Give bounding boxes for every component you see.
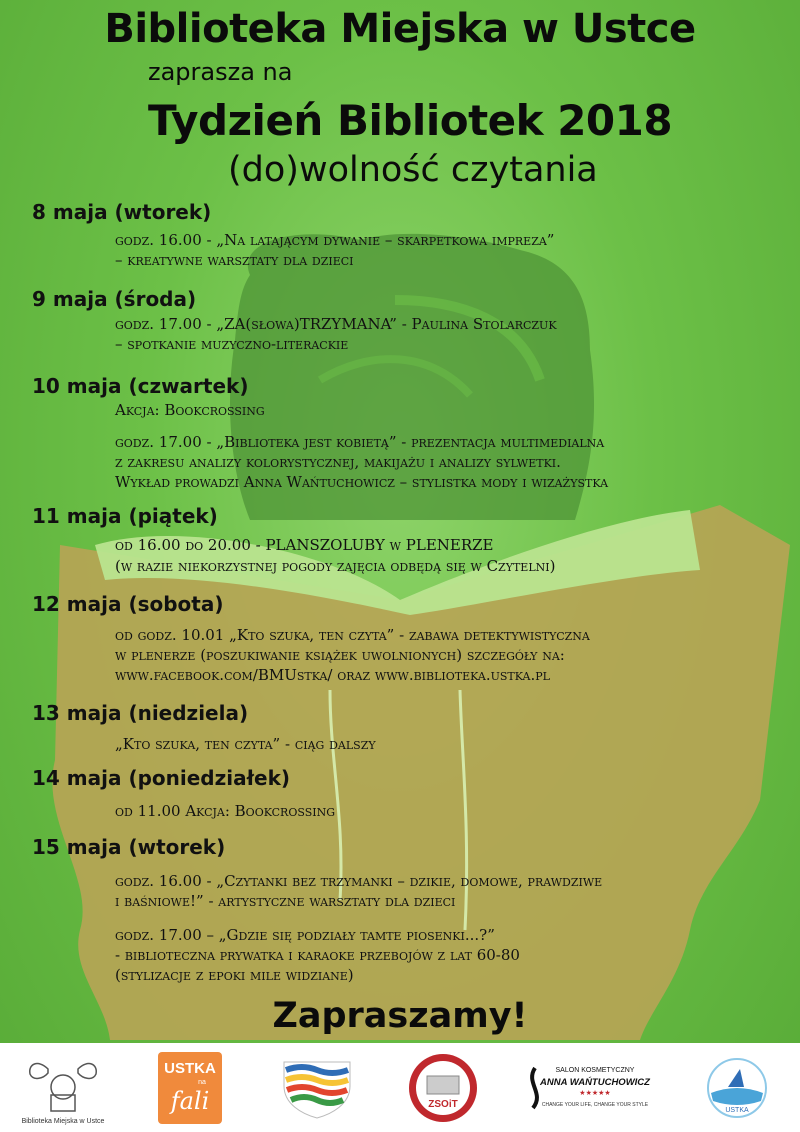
day-heading: 10 maja (czwartek) [32,374,249,398]
event-line: w plenerze (poszukiwanie książek uwolnionych) szczegóły na: [115,646,565,664]
event-line: od 16.00 do 20.00 - PLANSZOLUBY w PLENERZE [115,536,494,554]
salon-kosmetyczny-logo [525,1049,655,1127]
event-line: z zakresu analizy kolorystycznej, makijażu i analizy sylwetki. [115,453,561,471]
ustka-city-crest [272,1049,362,1127]
event-line: – spotkanie muzyczno-literackie [115,335,349,353]
event-line: godz. 16.00 - „Na latającym dywanie – skarpetkowa impreza” [115,231,555,249]
svg-text:CHANGE YOUR LIFE, CHANGE YOUR: CHANGE YOUR LIFE, CHANGE YOUR STYLE [541,1101,649,1108]
event-line: od 11.00 Akcja: Bookcrossing [115,802,335,820]
event-link-line[interactable]: www.facebook.com/BMUstka/ oraz www.biblioteka.ustka.pl [115,666,550,684]
day-heading: 8 maja (wtorek) [32,200,212,224]
library-title: Biblioteka Miejska w Ustce [104,6,696,52]
day-heading: 11 maja (piątek) [32,504,218,528]
svg-text:USTKA: USTKA [724,1106,749,1114]
event-line: „Kto szuka, ten czyta” - ciąg dalszy [115,735,376,753]
library-logo-text: Biblioteka Miejska w Ustce [21,1117,105,1125]
event-line: (w razie niekorzystnej pogody zajęcia odbędą się w Czytelni) [115,557,556,575]
event-line: Akcja: Bookcrossing [115,401,265,419]
day-heading: 9 maja (środa) [32,287,197,311]
event-line: godz. 16.00 - „Czytanki bez trzymanki – dzikie, domowe, prawdziwe [115,872,603,890]
event-line: godz. 17.00 – „Gdzie się podziały tamte piosenki...?” [115,926,495,944]
closing-invitation: Zapraszamy! [272,996,528,1036]
ustka-na-fali-logo [145,1049,235,1127]
svg-text:ZSOiT: ZSOiT [428,1098,459,1110]
invite-text: zaprasza na [148,58,293,86]
svg-text:SALON KOSMETYCZNY: SALON KOSMETYCZNY [555,1066,635,1074]
zsoit-school-logo [398,1049,488,1127]
svg-text:USTKA: USTKA [164,1059,216,1077]
day-heading: 13 maja (niedziela) [32,701,249,725]
svg-text:na: na [198,1078,206,1086]
event-line: od godz. 10.01 „Kto szuka, ten czyta” - zabawa detektywistyczna [115,626,590,644]
day-heading: 14 maja (poniedziałek) [32,766,291,790]
event-line: godz. 17.00 - „ZA(słowa)TRZYMANA” - Paulina Stolarczuk [115,315,557,333]
event-motto: (do)wolność czytania [228,150,598,190]
ustka-lighthouse-logo [692,1049,782,1127]
day-heading: 12 maja (sobota) [32,592,224,616]
event-line: godz. 17.00 - „Biblioteka jest kobietą” - prezentacja multimedialna [115,433,605,451]
svg-text:ANNA WAŃTUCHOWICZ: ANNA WAŃTUCHOWICZ [539,1076,650,1088]
svg-text:fali: fali [170,1086,210,1115]
library-logo [18,1049,108,1127]
event-title: Tydzień Bibliotek 2018 [148,96,673,145]
event-line: (stylizacje z epoki mile widziane) [115,966,354,984]
event-line: - biblioteczna prywatka i karaoke przebojów z lat 60-80 [115,946,520,964]
svg-text:★★★★★: ★★★★★ [579,1089,611,1097]
sponsor-logo-strip [0,1043,800,1132]
event-line: – kreatywne warsztaty dla dzieci [115,251,354,269]
event-line: i baśniowe!” - artystyczne warsztaty dla dzieci [115,892,456,910]
event-line: Wykład prowadzi Anna Wańtuchowicz – stylistka mody i wizażystka [115,473,609,491]
day-heading: 15 maja (wtorek) [32,835,226,859]
